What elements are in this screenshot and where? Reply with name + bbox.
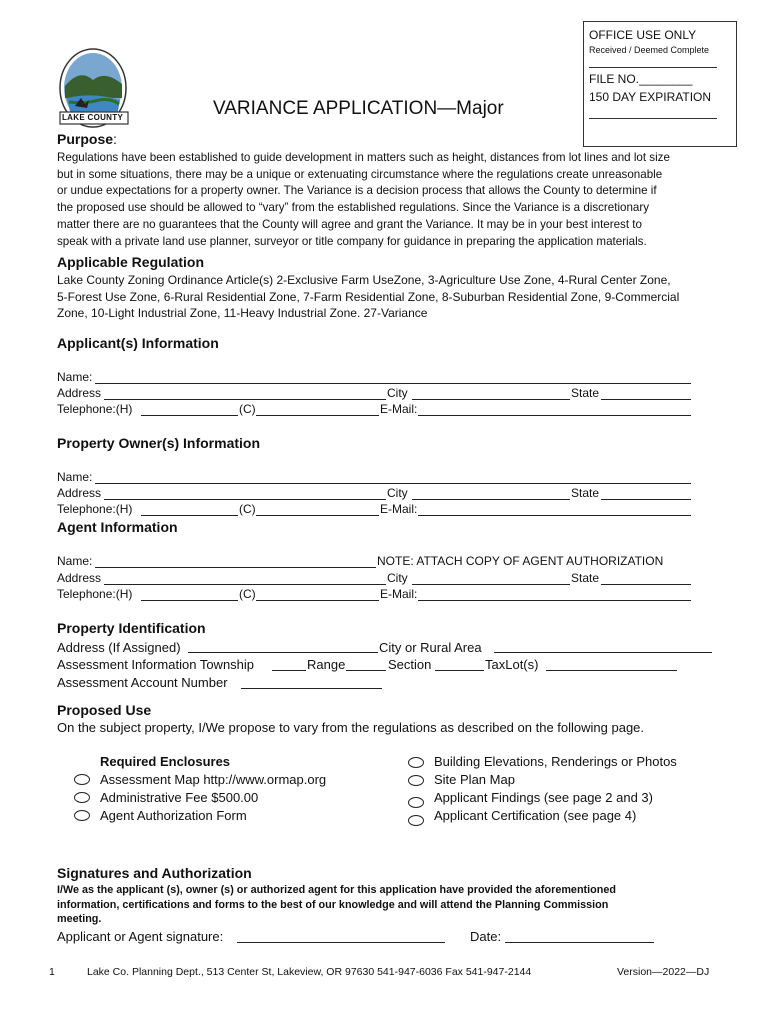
agent-authorization-note: NOTE: ATTACH COPY OF AGENT AUTHORIZATION [377,554,664,568]
owner-phone-row [57,502,697,518]
name-label: Name: [57,554,93,568]
agent-name-field[interactable] [95,567,376,568]
purpose-line: speak with a private land use planner, surveyor or title company for guidance in preparing the application materials. [57,234,647,248]
agent-name-row [57,554,717,570]
city-rural-label: City or Rural Area [379,640,482,655]
purpose-heading [57,131,117,147]
proposed-use-text: On the subject property, I/We propose to vary from the regulations as described on the following page. [57,720,645,735]
owner-city-field[interactable] [412,499,570,500]
applicant-name-field[interactable] [95,383,691,384]
taxlot-label: TaxLot(s) [485,657,539,672]
account-row [57,675,737,691]
owner-email-field[interactable] [418,515,691,516]
enclosure-checkbox[interactable] [408,797,424,808]
owner-cell-phone-field[interactable] [256,515,379,516]
agent-state-field[interactable] [601,584,691,585]
property-address-label: Address (If Assigned) [57,640,181,655]
page-title: VARIANCE APPLICATION—Major [213,98,504,119]
owner-home-phone-field[interactable] [141,515,238,516]
enclosures-heading: Required Enclosures [100,754,231,769]
enclosure-item: Site Plan Map [434,772,515,787]
assessment-label: Assessment Information Township [57,657,255,672]
footer-address: Lake Co. Planning Dept., 513 Center St, Lakeview, OR 97630 541-947-6036 Fax 541-947-2144 [87,966,532,978]
state-label: State [571,486,600,500]
city-label: City [387,386,408,400]
purpose-colon: : [113,131,117,147]
agent-heading: Agent Information [57,519,178,535]
account-number-field[interactable] [241,688,382,689]
applicant-home-phone-field[interactable] [141,415,238,416]
lake-county-logo [55,46,135,132]
applicant-address-row [57,386,697,402]
file-no-label: FILE NO.________ [589,72,693,86]
address-label: Address [57,386,102,400]
date-field[interactable] [505,942,654,943]
enclosure-checkbox[interactable] [408,757,424,768]
received-line [589,67,717,68]
name-label: Name: [57,470,93,484]
enclosure-item: Applicant Certification (see page 4) [434,808,637,823]
owner-address-field[interactable] [104,499,386,500]
applicant-cell-phone-field[interactable] [256,415,379,416]
cell-label: (C) [239,402,256,416]
agent-email-field[interactable] [418,600,691,601]
applicant-email-field[interactable] [418,415,691,416]
property-id-heading: Property Identification [57,620,206,636]
signature-label: Applicant or Agent signature: [57,929,224,944]
agent-address-field[interactable] [104,584,386,585]
taxlot-field[interactable] [546,670,677,671]
township-field[interactable] [272,670,306,671]
email-label: E-Mail: [380,502,418,516]
signatures-line: I/We as the applicant (s), owner (s) or authorized agent for this application have provided the aforementioned [57,884,616,896]
telephone-label: Telephone:(H) [57,587,133,601]
expiration-line [589,118,717,119]
applicant-phone-row [57,402,697,418]
applicant-name-row [57,370,697,386]
name-label: Name: [57,370,93,384]
office-use-title: OFFICE USE ONLY [589,28,697,42]
account-label: Assessment Account Number [57,675,228,690]
owner-name-field[interactable] [95,483,691,484]
section-label: Section [388,657,432,672]
city-rural-field[interactable] [494,652,712,653]
proposed-use-heading: Proposed Use [57,702,152,718]
agent-address-row [57,571,697,587]
regulation-paragraph [57,272,737,322]
signatures-line: information, certifications and forms to the best of our knowledge and will attend the Planning Commission [57,898,609,911]
city-label: City [387,571,408,585]
applicant-state-field[interactable] [601,399,691,400]
received-label: Received / Deemed Complete [589,45,710,55]
applicant-city-field[interactable] [412,399,570,400]
state-label: State [571,386,600,400]
purpose-line: matter there are no guarantees that the County will agree and grant the Variance. It may be in your best interest to [57,217,642,231]
city-label: City [387,486,408,500]
regulation-line: 5-Forest Use Zone, 6-Rural Residential Zone, 7-Farm Residential Zone, 8-Suburban Residential Zone, 9-Commercial [57,289,680,304]
enclosure-checkbox[interactable] [408,775,424,786]
enclosure-checkbox[interactable] [74,792,90,803]
owner-heading: Property Owner(s) Information [57,435,261,451]
telephone-label: Telephone:(H) [57,402,133,416]
applicant-heading: Applicant(s) Information [57,335,219,351]
owner-name-row [57,470,697,486]
regulation-line: Zone, 10-Light Industrial Zone, 11-Heavy Industrial Zone. 27-Variance [57,306,428,321]
office-use-box [583,21,737,147]
signatures-heading: Signatures and Authorization [57,865,252,881]
logo-text: LAKE COUNTY [62,113,124,122]
signatures-paragraph [57,883,616,927]
state-label: State [571,571,600,585]
owner-address-row [57,486,697,502]
range-label: Range [307,657,346,672]
enclosure-item: Applicant Findings (see page 2 and 3) [434,790,653,805]
purpose-line: Regulations have been established to guide development in matters such as height, distances from lot lines and lot size [57,151,670,164]
range-field[interactable] [346,670,386,671]
regulation-line: Lake County Zoning Ordinance Article(s) 2-Exclusive Farm UseZone, 3-Agriculture Use Zone, 4-Rural Center Zone, [57,273,671,287]
enclosure-item: Building Elevations, Renderings or Photos [434,754,677,769]
signatures-line: meeting. [57,913,102,925]
section-field[interactable] [435,670,484,671]
email-label: E-Mail: [380,587,418,601]
cell-label: (C) [239,502,256,516]
page-number: 1 [49,966,55,978]
signature-field[interactable] [237,942,445,943]
agent-cell-phone-field[interactable] [256,600,379,601]
cell-label: (C) [239,587,256,601]
assessment-row [57,657,737,673]
agent-phone-row [57,587,697,603]
date-label: Date: [470,929,502,944]
agent-home-phone-field[interactable] [141,600,238,601]
enclosure-checkbox[interactable] [408,815,424,826]
address-label: Address [57,486,102,500]
regulation-heading: Applicable Regulation [57,254,205,270]
telephone-label: Telephone:(H) [57,502,133,516]
purpose-line: or undue expectations for a property owner. The Variance is a decision process that allows the County to determine if [57,184,657,198]
property-address-row [57,639,737,655]
property-address-field[interactable] [188,652,378,653]
footer-version: Version—2022—DJ [617,966,710,978]
enclosure-checkbox[interactable] [74,810,90,821]
email-label: E-Mail: [380,402,418,416]
purpose-heading-text: Purpose [57,131,114,147]
purpose-paragraph [57,150,737,250]
purpose-line: the proposed use should be allowed to “vary” from the established regulations. Since the Variance is a discretionary [57,201,650,215]
signature-row [57,929,737,945]
enclosure-checkbox[interactable] [74,774,90,785]
purpose-line: but in some situations, there may be a unique or extenuating circumstance where the regulations create unreasonable [57,167,663,181]
enclosure-item: Assessment Map http://www.ormap.org [100,772,327,787]
owner-state-field[interactable] [601,499,691,500]
applicant-address-field[interactable] [104,399,386,400]
enclosure-item: Agent Authorization Form [100,808,247,823]
address-label: Address [57,571,102,585]
enclosure-item: Administrative Fee $500.00 [100,790,259,805]
agent-city-field[interactable] [412,584,570,585]
day-expiration-label: 150 DAY EXPIRATION [589,90,712,104]
